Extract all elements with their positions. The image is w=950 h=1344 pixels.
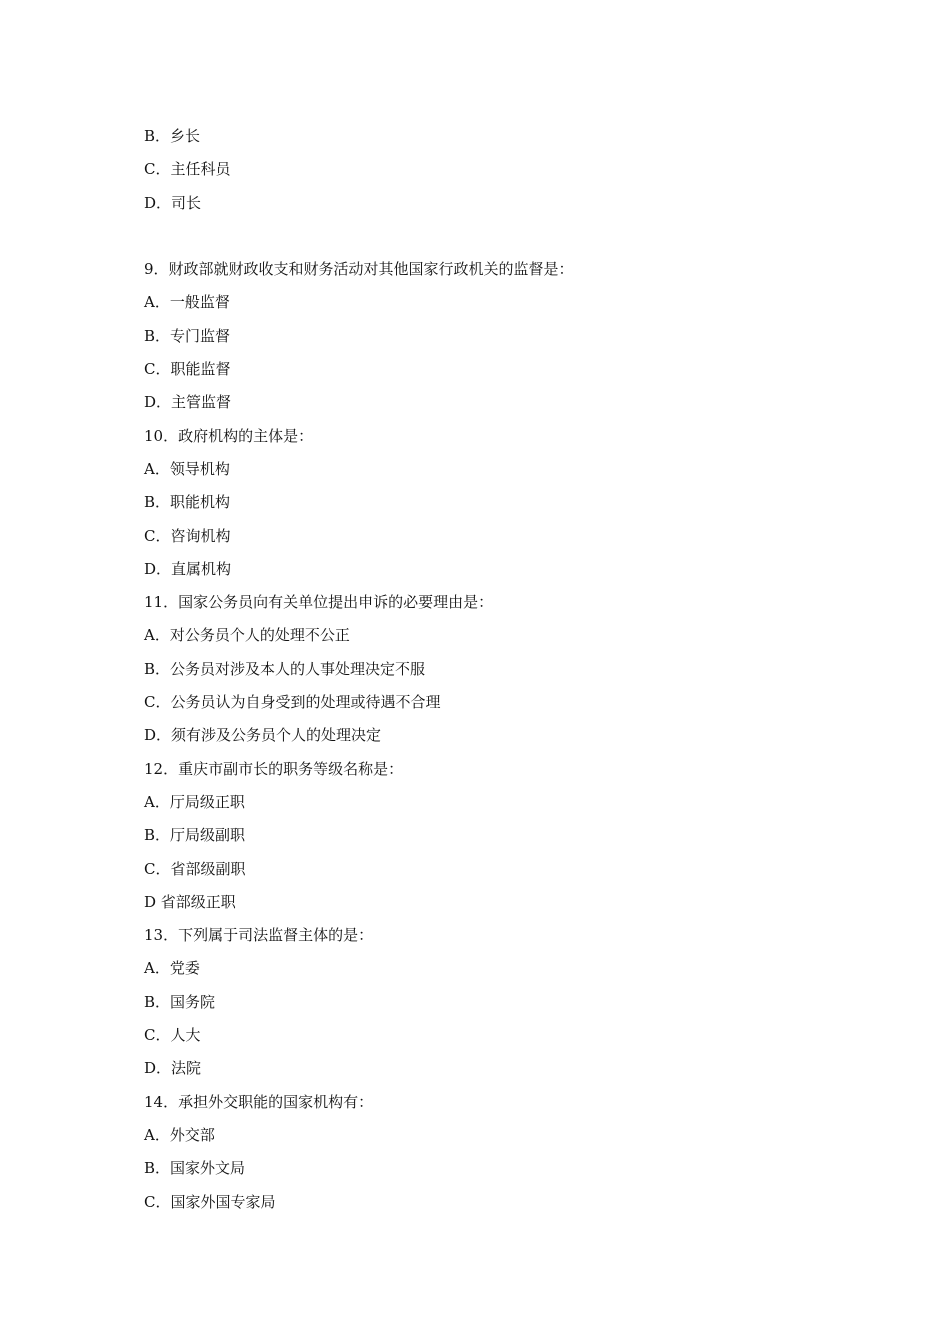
option: C．主任科员 (144, 160, 231, 179)
question-14: 14．承担外交职能的国家机构有： (144, 1092, 374, 1111)
option: C．省部级副职 (144, 859, 246, 878)
option: A．党委 (144, 959, 200, 978)
option: D．主管监督 (144, 393, 232, 412)
option: B．国务院 (144, 992, 216, 1011)
option: D．法院 (144, 1059, 202, 1078)
option: A．外交部 (144, 1125, 215, 1144)
option: D．须有涉及公务员个人的处理决定 (144, 726, 382, 745)
option: C．职能监督 (144, 360, 231, 379)
option: B．职能机构 (144, 493, 231, 512)
document-content (144, 120, 844, 1219)
question-9: 9．财政部就财政收支和财务活动对其他国家行政机关的监督是： (144, 260, 574, 279)
option: C．国家外国专家局 (144, 1192, 276, 1211)
option: C．人大 (144, 1026, 201, 1045)
option: A．对公务员个人的处理不公正 (144, 626, 350, 645)
option: D．司长 (144, 193, 202, 212)
option: A．一般监督 (144, 293, 230, 312)
blank-line (144, 220, 844, 253)
question-13: 13．下列属于司法监督主体的是： (144, 926, 374, 945)
question-12: 12．重庆市副市长的职务等级名称是： (144, 759, 404, 778)
question-11: 11．国家公务员向有关单位提出申诉的必要理由是： (144, 593, 494, 612)
option: C．公务员认为自身受到的处理或待遇不合理 (144, 693, 441, 712)
option: B．专门监督 (144, 326, 231, 345)
option: D．直属机构 (144, 559, 232, 578)
option: C．咨询机构 (144, 526, 231, 545)
option: A．领导机构 (144, 459, 230, 478)
option: B．国家外文局 (144, 1159, 246, 1178)
option: A．厅局级正职 (144, 792, 245, 811)
option: D 省部级正职 (144, 892, 236, 911)
option: B．乡长 (144, 127, 201, 145)
option: B．厅局级副职 (144, 826, 246, 845)
question-10: 10．政府机构的主体是： (144, 426, 314, 445)
option: B．公务员对涉及本人的人事处理决定不服 (144, 659, 426, 678)
